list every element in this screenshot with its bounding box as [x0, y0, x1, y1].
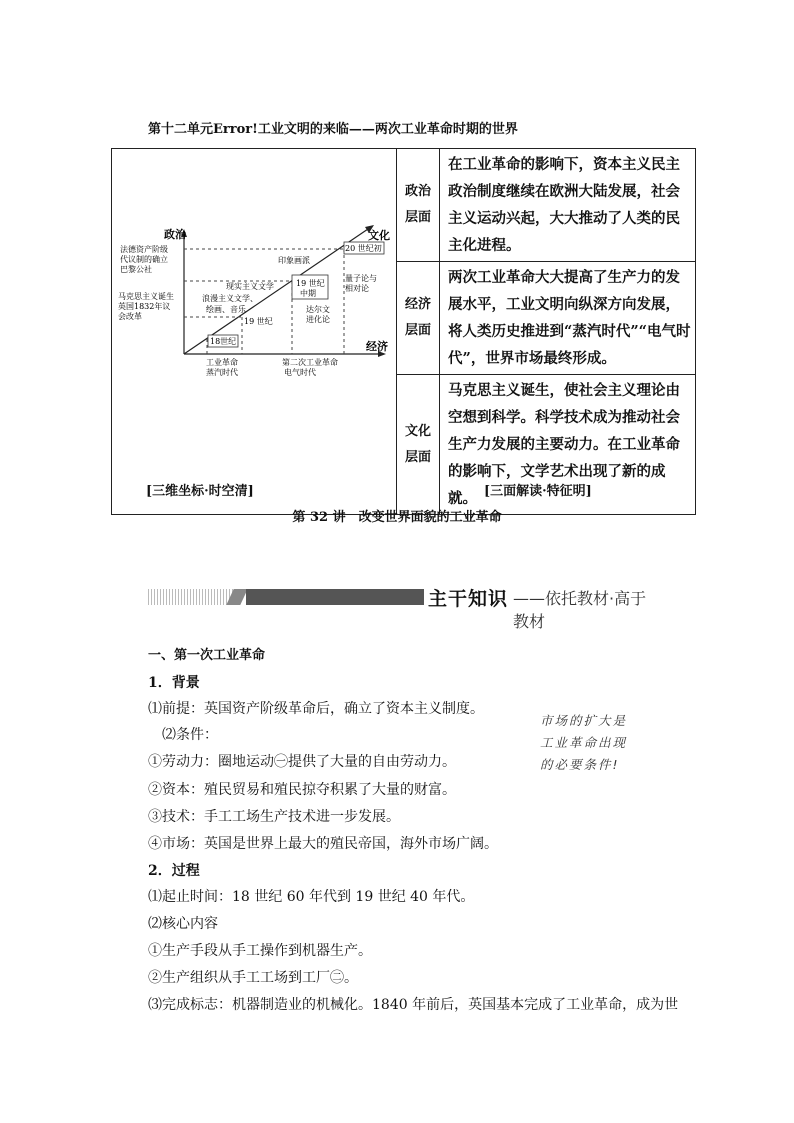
culture-label: 达尔文: [306, 305, 330, 314]
axis-label-economy: 经济: [366, 340, 388, 353]
lecture-title: 第 32 讲 改变世界面貌的工业革命: [292, 510, 502, 525]
subheading: 1．背景: [148, 675, 200, 691]
node-19th-century: 19 世纪: [244, 317, 273, 326]
row-text-economy: 两次工业革命大大提高了生产力的发展水平，工业文明向纵深方向发展，将人类历史推进到“蒸汽时代”“电气时代”，世界市场最终形成。: [440, 262, 696, 375]
section-heading: 一、第一次工业革命: [148, 648, 266, 663]
caption-left: [三维坐标·时空清]: [146, 484, 254, 499]
politics-label-line: 代议制的确立: [120, 255, 168, 264]
row-label-line: 层面: [404, 210, 431, 225]
politics-label-line: 巴黎公社: [120, 265, 152, 274]
politics-label-line: 法德资产阶级: [120, 245, 168, 254]
banner-bar: [246, 589, 424, 605]
culture-label: 浪漫主义文学、: [202, 294, 258, 303]
handnote-line: 市场的扩大是: [540, 713, 628, 728]
banner-heading: 主干知识: [428, 588, 509, 610]
node-20th-century: 20 世纪初: [345, 244, 382, 253]
timeline-diagram: [112, 149, 396, 475]
row-label-line: 层面: [404, 323, 431, 338]
culture-label: 量子论与: [345, 274, 377, 283]
subheading: 2．过程: [148, 863, 200, 879]
section-banner: [148, 584, 648, 631]
culture-label: 现实主义文学: [226, 282, 274, 291]
body-line: ①生产手段从手工操作到机器生产。: [148, 943, 372, 959]
body-line: ④市场：英国是世界上最大的殖民帝国，海外市场广阔。: [148, 836, 498, 852]
body-line: ⑵条件：: [148, 727, 218, 743]
row-label-line: 层面: [404, 449, 431, 465]
row-label-line: 经济: [404, 297, 431, 312]
row-label-line: 政治: [404, 184, 431, 199]
culture-label: 相对论: [345, 284, 369, 293]
unit-title: 第十二单元Error!工业文明的来临——两次工业革命时期的世界: [148, 122, 518, 137]
banner-stripes: [148, 589, 234, 605]
node-mid-19th-sub: 中期: [300, 289, 316, 298]
body-line: ⑴起止时间：18 世纪 60 年代到 19 世纪 40 年代。: [148, 889, 475, 905]
node-18th-century: 18世纪: [210, 337, 237, 346]
row-label-politics: [397, 149, 440, 262]
body-line: ⑵核心内容: [148, 916, 218, 932]
x-tick-label: 电气时代: [284, 368, 316, 377]
politics-label-line: 会改革: [118, 312, 142, 321]
culture-label: 绘画、音乐: [206, 305, 246, 314]
caption-right: [三面解读·特征明]: [484, 484, 592, 499]
handnote-line: 工业革命出现: [540, 735, 628, 750]
culture-label: 进化论: [306, 315, 330, 324]
summary-table: [111, 148, 696, 515]
axis-label-politics: 政治: [164, 228, 186, 241]
x-tick-label: 第二次工业革命: [282, 358, 338, 367]
body-line: ③技术：手工工场生产技术进一步发展。: [148, 809, 400, 825]
body-line: ①劳动力：圈地运动㊀提供了大量的自由劳动力。: [148, 754, 456, 770]
row-text-culture: 马克思主义诞生，使社会主义理论由空想到科学。科学技术成为推动社会生产力发展的主要动力。在工业革命的影响下，文学艺术出现了新的成就。: [440, 375, 696, 515]
axis-label-culture: 文化: [368, 229, 390, 242]
x-tick-label: 工业革命: [206, 358, 238, 367]
node-mid-19th: 19 世纪: [296, 279, 325, 288]
row-label-line: 文化: [404, 423, 431, 439]
body-line: ②生产组织从手工工场到工厂㊁。: [148, 970, 358, 986]
body-line: ②资本：殖民贸易和殖民掠夺积累了大量的财富。: [148, 782, 456, 798]
timeline-diagram-cell: [112, 149, 397, 515]
handwritten-note: [540, 710, 627, 776]
banner-subheading: ——依托教材·高于教材: [513, 589, 647, 631]
x-tick-label: 蒸汽时代: [206, 368, 238, 377]
politics-label-line: 马克思主义诞生: [118, 292, 174, 301]
body-line: ⑶完成标志：机器制造业的机械化。1840 年前后，英国基本完成了工业革命，成为世: [148, 997, 679, 1013]
row-label-culture: [397, 375, 440, 515]
body-line: ⑴前提：英国资产阶级革命后，确立了资本主义制度。: [148, 701, 484, 717]
row-label-economy: [397, 262, 440, 375]
culture-label: 印象画派: [278, 256, 310, 265]
row-text-politics: 在工业革命的影响下，资本主义民主政治制度继续在欧洲大陆发展，社会主义运动兴起，大大推动了人类的民主化进程。: [440, 149, 696, 262]
handnote-line: 的必要条件!: [540, 757, 620, 772]
politics-label-line: 英国1832年议: [118, 302, 171, 311]
